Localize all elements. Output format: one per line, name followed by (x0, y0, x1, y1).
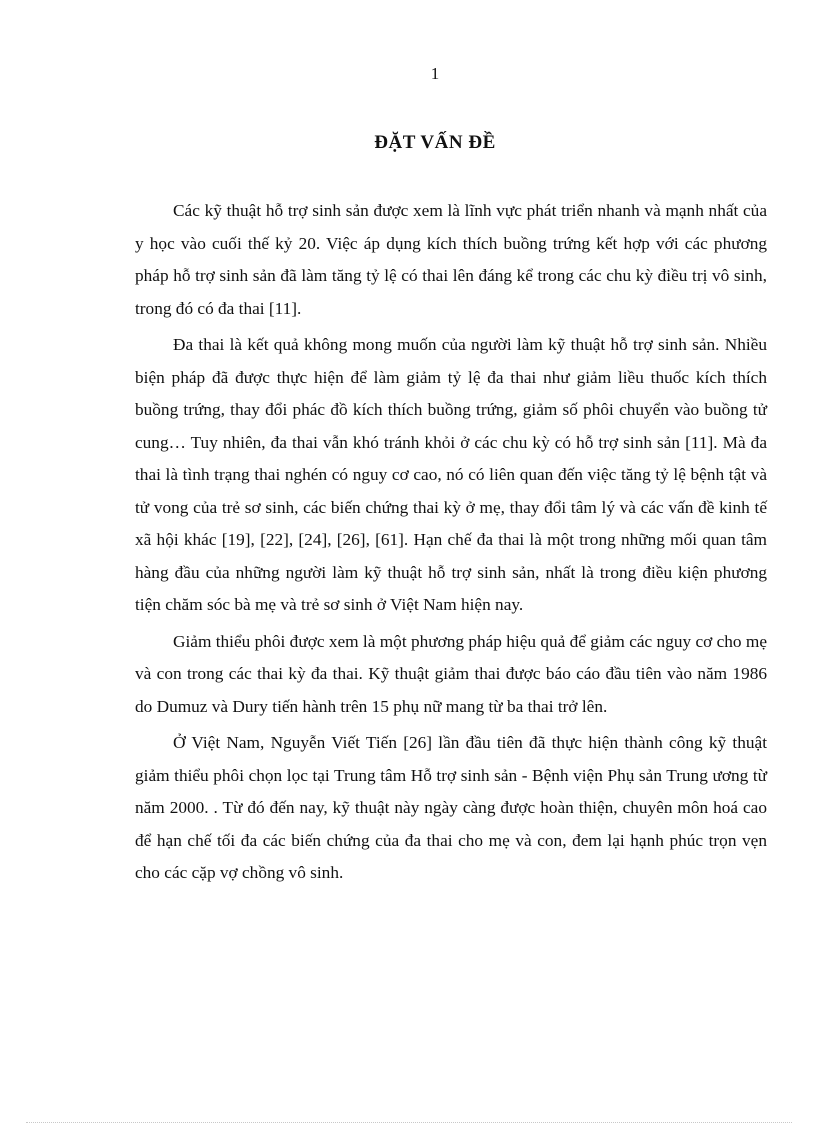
page-number: 1 (430, 64, 440, 83)
paragraph-vietnam: Ở Việt Nam, Nguyễn Viết Tiến [26] lần đầu tiên đã thực hiện thành công kỹ thuật giảm thiểu phôi chọn lọc tại Trung tâm Hỗ trợ sinh sản - Bệnh viện Phụ sản Trung ương từ năm 2000. . Từ đó đến nay, kỹ thuật này ngày càng được hoàn thiện, chuyên môn hoá cao để hạn chế tối đa các biến chứng của đa thai cho mẹ và con, đem lại hạnh phúc trọn vẹn cho các cặp vợ chồng vô sinh. (135, 733, 767, 882)
page-title: ĐẶT VẤN ĐỀ (374, 132, 496, 153)
document-body (135, 195, 767, 894)
paragraph-embryo-reduction: Giảm thiểu phôi được xem là một phương pháp hiệu quả để giảm các nguy cơ cho mẹ và con trong các thai kỳ đa thai. Kỹ thuật giảm thai được báo cáo đầu tiên vào năm 1986 do Dumuz và Dury tiến hành trên 15 phụ nữ mang từ ba thai trở lên. (135, 631, 767, 716)
paragraph-multiple-pregnancy: Đa thai là kết quả không mong muốn của người làm kỹ thuật hỗ trợ sinh sản. Nhiều biện pháp đã được thực hiện để làm giảm tỷ lệ đa thai như giảm liều thuốc kích thích buồng trứng, thay đổi phác đồ kích thích buồng trứng, giảm số phôi chuyển vào buồng tử cung… Tuy nhiên, đa thai vẫn khó tránh khỏi ở các chu kỳ có hỗ trợ sinh sản [11]. Mà đa thai là tình trạng thai nghén có nguy cơ cao, nó có liên quan đến việc tăng tỷ lệ bệnh tật và tử vong của trẻ sơ sinh, các biến chứng thai kỳ ở mẹ, thay đổi tâm lý và các vấn đề kinh tế xã hội khác [19], [22], [24], [26], [61]. Hạn chế đa thai là một trong những mối quan tâm hàng đầu của những người làm kỹ thuật hỗ trợ sinh sản, nhất là trong điều kiện phương tiện chăm sóc bà mẹ và trẻ sơ sinh ở Việt Nam hiện nay. (135, 335, 767, 614)
paragraph-intro: Các kỹ thuật hỗ trợ sinh sản được xem là lĩnh vực phát triển nhanh và mạnh nhất của y học vào cuối thế kỷ 20. Việc áp dụng kích thích buồng trứng kết hợp với các phương pháp hỗ trợ sinh sản đã làm tăng tỷ lệ có thai lên đáng kể trong các chu kỳ điều trị vô sinh, trong đó có đa thai [11]. (135, 201, 767, 318)
